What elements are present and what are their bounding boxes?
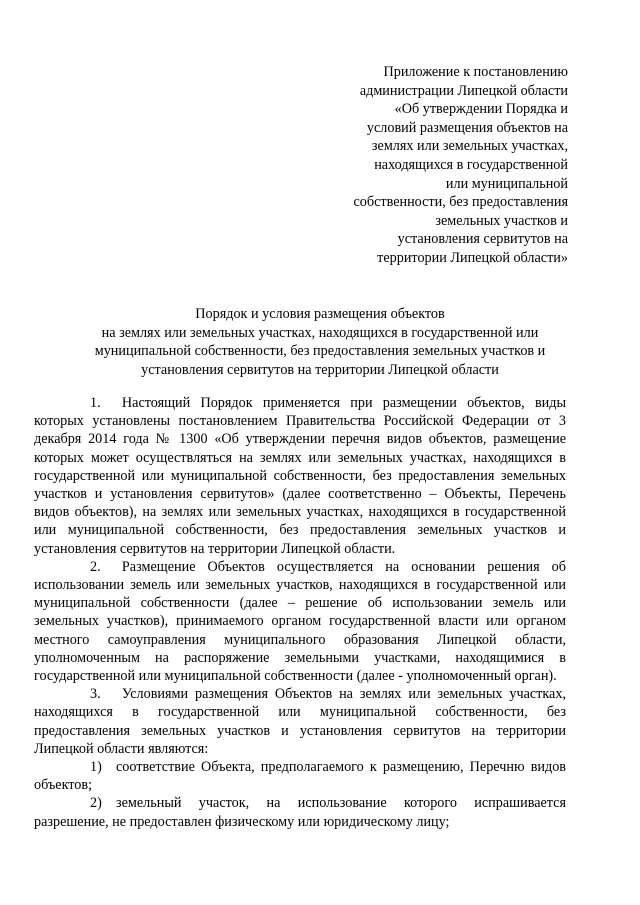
appendix-line: землях или земельных участках, bbox=[371, 138, 568, 155]
appendix-line: администрации Липецкой области bbox=[359, 82, 568, 99]
title-line: на землях или земельных участках, находящихся в государственной или bbox=[101, 324, 539, 341]
appendix-line: или муниципальной bbox=[445, 175, 568, 192]
appendix-line: Приложение к постановлению bbox=[383, 64, 568, 80]
appendix-line: находящихся в государственной bbox=[374, 156, 568, 173]
subparagraph-1: 1) соответствие Объекта, предполагаемого к размещению, Перечню видов объектов; bbox=[34, 759, 566, 794]
appendix-line: установления сервитутов на bbox=[397, 231, 568, 248]
paragraph-3: 3. Условиями размещения Объектов на землях или земельных участках, находящихся в государственной или муниципальной собственности, без предоставления земельных участков и установления сервитутов на территории Липецкой области являются: bbox=[34, 686, 566, 757]
appendix-line: территории Липецкой области» bbox=[377, 249, 568, 266]
title-line: муниципальной собственности, без предоставления земельных участков и bbox=[94, 343, 546, 360]
title-line: установления сервитутов на территории Липецкой области bbox=[141, 361, 499, 378]
appendix-line: собственности, без предоставления bbox=[353, 194, 568, 211]
appendix-header bbox=[308, 63, 568, 268]
title-line: Порядок и условия размещения объектов bbox=[195, 306, 445, 322]
paragraph-2: 2. Размещение Объектов осуществляется на основании решения об использовании земель или земельных участков, находящихся в государственной или муниципальной собственности (далее – решение об использовании земель или земельных участков), принимаемого органом государственной власти или органом местного самоуправления муниципального образования Липецкой области, уполномоченным на распоряжение земельными участками, находящимися в государственной или муниципальной собственности (далее - уполномоченный орган). bbox=[34, 558, 566, 685]
subparagraph-2: 2) земельный участок, на использование которого испрашивается разрешение, не предоставлен физическому или юридическому лицу; bbox=[34, 795, 566, 830]
document-body bbox=[34, 394, 566, 831]
document-title bbox=[40, 305, 600, 379]
appendix-line: земельных участков и bbox=[435, 212, 568, 229]
appendix-line: условий размещения объектов на bbox=[366, 119, 568, 136]
paragraph-1: 1. Настоящий Порядок применяется при размещении объектов, виды которых установлены постановлением Правительства Российской Федерации от 3 декабря 2014 года № 1300 «Об утверждении перечня видов объектов, размещение которых может осуществляться на землях или земельных участках, находящихся в государственной или муниципальной собственности, без предоставления земельных участков и установления сервитутов» (далее соответственно – Объекты, Перечень видов объектов), на землях или земельных участках, находящихся в государственной или муниципальной собственности, без предоставления земельных участков и установления сервитутов на территории Липецкой области. bbox=[34, 395, 566, 557]
appendix-line: «Об утверждении Порядка и bbox=[394, 101, 568, 118]
